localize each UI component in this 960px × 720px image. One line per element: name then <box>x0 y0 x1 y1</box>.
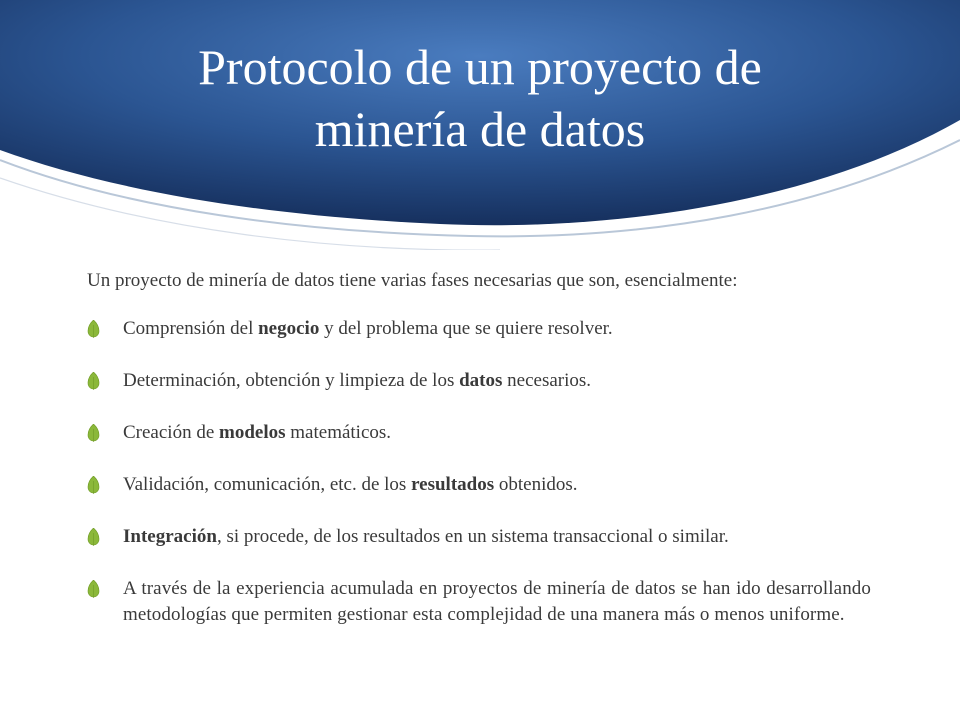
slide-title <box>0 36 960 160</box>
leaf-icon <box>87 476 100 494</box>
title-line-2: minería de datos <box>314 101 646 157</box>
intro-text: Un proyecto de minería de datos tiene varias fases necesarias que son, esencialmente: <box>87 270 738 291</box>
bullet-text-bold: resultados <box>411 474 495 495</box>
bullet-text-post: , si procede, de los resultados en un sistema transaccional o similar. <box>216 526 729 547</box>
leaf-icon <box>87 372 100 390</box>
bullet-item <box>87 576 871 628</box>
bullet-text-bold: negocio <box>258 318 320 339</box>
bullet-text-pre: A través de la experiencia acumulada en proyectos de minería de datos se han ido desarrollando metodologías que permiten gestionar esta complejidad de una manera más o menos uniforme. <box>123 578 871 625</box>
bullet-text-bold: modelos <box>219 422 286 443</box>
bullet-text-post: matemáticos. <box>285 422 392 443</box>
bullet-text-pre: Comprensión del <box>123 318 259 339</box>
bullet-text-post: obtenidos. <box>494 474 578 495</box>
slide-content <box>87 268 871 654</box>
leaf-icon <box>87 528 100 546</box>
bullet-text-pre: Creación de <box>123 422 220 443</box>
bullet-text-bold: Integración <box>123 526 217 547</box>
bullet-text-pre: Validación, comunicación, etc. de los <box>123 474 412 495</box>
bullet-text-post: necesarios. <box>502 370 592 391</box>
bullet-item <box>87 524 871 550</box>
title-line-1: Protocolo de un proyecto de <box>198 39 762 95</box>
bullet-item <box>87 420 871 446</box>
leaf-icon <box>87 320 100 338</box>
bullet-item <box>87 316 871 342</box>
bullet-item <box>87 368 871 394</box>
bullet-text-post: y del problema que se quiere resolver. <box>319 318 613 339</box>
bullet-text-pre: Determinación, obtención y limpieza de los <box>123 370 460 391</box>
bullet-item <box>87 472 871 498</box>
leaf-icon <box>87 424 100 442</box>
leaf-icon <box>87 580 100 598</box>
bullet-text-bold: datos <box>459 370 503 391</box>
